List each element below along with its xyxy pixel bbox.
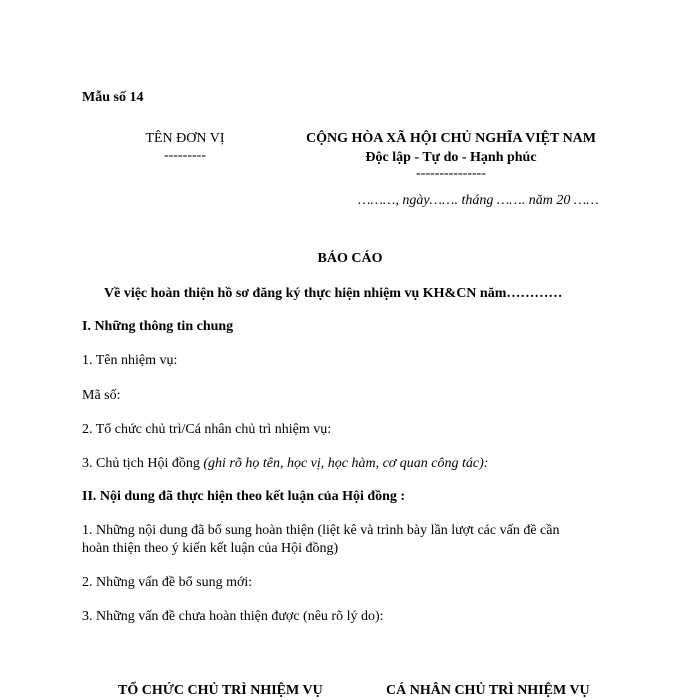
motto-separator: ---------------: [416, 166, 486, 181]
signature-individual: CÁ NHÂN CHỦ TRÌ NHIỆM VỤ: [386, 683, 590, 698]
council-chair-field: [82, 456, 488, 472]
signature-organization: TỔ CHỨC CHỦ TRÌ NHIỆM VỤ: [118, 683, 323, 698]
section2-heading: II. Nội dung đã thực hiện theo kết luận của Hội đồng :: [82, 489, 406, 504]
report-subtitle: Về việc hoàn thiện hồ sơ đăng ký thực hiện nhiệm vụ KH&CN năm…………: [104, 286, 563, 301]
council-chair-note: (ghi rõ họ tên, học vị, học hàm, cơ quan công tác):: [203, 456, 489, 471]
new-additions-field: 2. Những vấn đề bổ sung mới:: [82, 575, 253, 590]
country-name: CỘNG HÒA XÃ HỘI CHỦ NGHĨA VIỆT NAM: [305, 131, 596, 146]
completed-content-line2: hoàn thiện theo ý kiến kết luận của Hội đồng): [82, 541, 339, 556]
national-motto: Độc lập - Tự do - Hạnh phúc: [365, 150, 537, 165]
task-name-field: 1. Tên nhiệm vụ:: [82, 353, 178, 368]
incomplete-issues-field: 3. Những vấn đề chưa hoàn thiện được (nêu rõ lý do):: [82, 609, 384, 624]
report-title: BÁO CÁO: [317, 251, 383, 266]
date-line: ………, ngày……. tháng ……. năm 20 ……: [358, 193, 599, 208]
unit-separator: ---------: [164, 148, 206, 163]
task-code-field: Mã số:: [82, 388, 121, 403]
completed-content-line1: 1. Những nội dung đã bổ sung hoàn thiện (liệt kê và trình bày lần lượt các vấn đề cần: [82, 523, 560, 538]
unit-name: TÊN ĐƠN VỊ: [145, 131, 225, 146]
section1-heading: I. Những thông tin chung: [82, 319, 234, 334]
form-number: Mẫu số 14: [82, 90, 144, 105]
council-chair-label: 3. Chủ tịch Hội đồng: [82, 456, 204, 471]
host-organization-field: 2. Tổ chức chủ trì/Cá nhân chủ trì nhiệm vụ:: [82, 422, 332, 437]
